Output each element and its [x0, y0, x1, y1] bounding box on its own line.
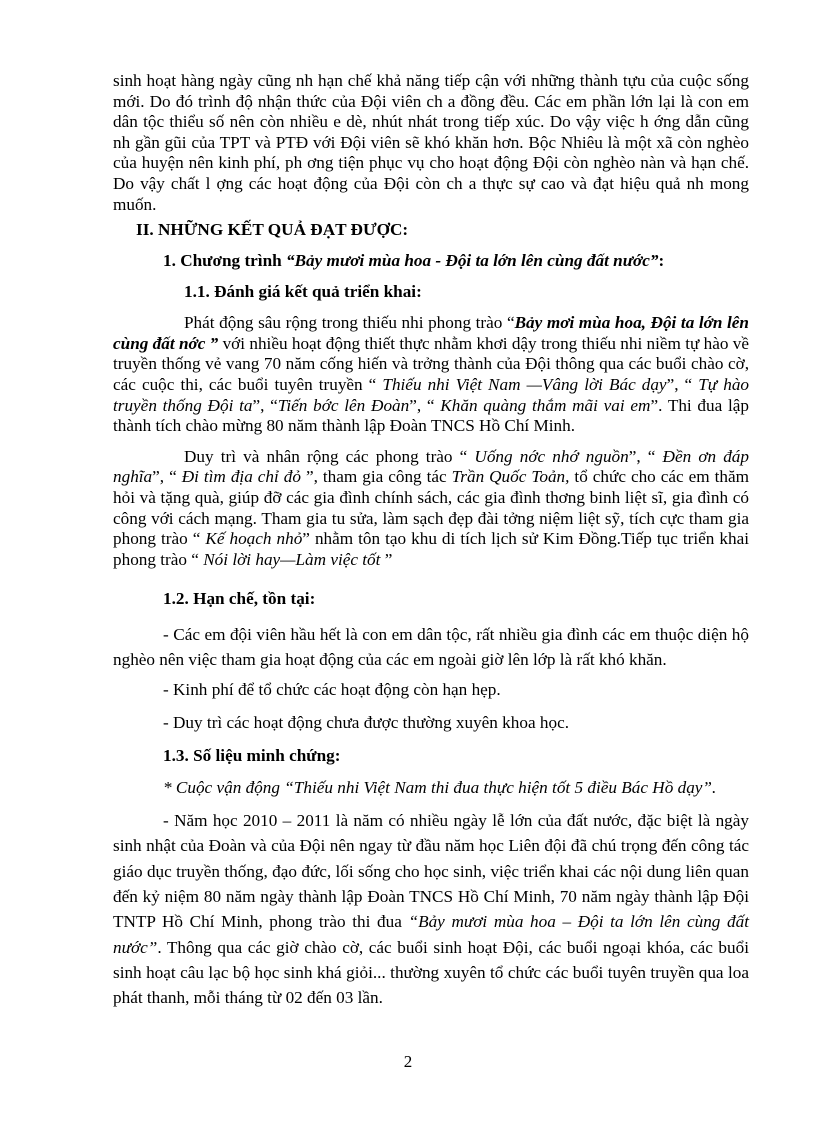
p1-text-c: với nhiều hoạt động thiết thực nhằm khơi dậy trong thiếu nhi niềm tự hào về truyền thống vẻ vang 70 năm cống hiến và trởng thành của Đội thông qua các buổi chào cờ, các cuộc thi, các buổi tuyên truyền “ [113, 333, 749, 394]
p3-text-c: . Thông qua các giờ chào cờ, các buổi sinh hoạt Đội, các buổi ngoại khóa, các buổi sinh hoạt câu lạc bộ học sinh khá giỏi... thường xuyên tổ chức các buổi tuyên truyền qua loa phát thanh, mỗi tháng từ 02 đến 03 lần. [113, 937, 749, 1008]
p2-text-k: ” nhằm tôn tạo khu di tích lịch sử Kim Đồng.Tiếp tục triển khai phong trào “ [113, 529, 749, 569]
p1-theme-2: Tự hào truyền thống Đội ta [113, 374, 750, 415]
p2-movement-2: Đền ơn đáp nghĩa [113, 446, 749, 487]
p2-movement-3: Đi tìm địa chỉ đỏ [176, 467, 306, 487]
p1-text-i: ”, “ [409, 395, 435, 415]
p1-text-k: ”. Thi đua lập thành tích chào mừng 80 năm thành lập Đoàn TNCS Hồ Chí Minh. [113, 395, 749, 436]
p1-movement-name: Bảy mơi mùa hoa, Đội ta lớn lên cùng đất nớc ” [113, 313, 749, 353]
document-page [113, 71, 749, 1010]
section-1-2-heading: 1.2. Hạn chế, tồn tại: [163, 589, 316, 609]
p3-movement-name: “Bảy mươi mùa hoa – Đội ta lớn lên cùng đất nước” [113, 912, 749, 957]
section-1-title: “Bảy mươi mùa hoa - Đội ta lớn lên cùng đất nước” [285, 251, 659, 271]
p2-text-m: ” [380, 549, 393, 569]
section-1-heading [113, 250, 749, 272]
limit-item-3: - Duy trì các hoạt động chưa được thường xuyên khoa học. [163, 712, 569, 732]
p1-text-e: ”, “ [666, 374, 693, 394]
p1-text-a: Phát động sâu rộng trong thiếu nhi phong trào “ [184, 313, 515, 333]
p3-text-a: - Năm học 2010 – 2011 là năm có nhiều ngày lễ lớn của đất nước, đặc biệt là ngày sinh nhật của Đoàn và của Đội nên ngay từ đầu năm học Liên đội đã chú trọng đến công tác giáo dục truyền thống, đạo đức, lối sống cho học sinh, việc triển khai các nội dung liên quan đến kỷ niệm 80 năm ngày thành lập Đoàn TNCS Hồ Chí Minh, 70 năm ngày thành lập Đội TNTP Hồ Chí Minh, phong trào thi đua [113, 811, 749, 932]
p2-movement-4: Trần Quốc Toản, [451, 467, 570, 487]
campaign-title: * Cuộc vận động “Thiếu nhi Việt Nam thi đua thực hiện tốt 5 điều Bác Hồ dạy”. [163, 778, 717, 798]
p1-text-g: ”, “ [252, 395, 278, 415]
section-1-1-heading: 1.1. Đánh giá kết quả triển khai: [184, 282, 422, 302]
section-1-colon: : [658, 251, 665, 271]
p2-movement-1: Uống nớc nhớ nguồn [467, 446, 629, 466]
paragraph-maintain [113, 447, 749, 571]
section-1-number: 1. Chương trình [163, 251, 286, 271]
section-1-3-heading: 1.3. Số liệu minh chứng: [163, 746, 341, 766]
p2-text-c: ”, “ [628, 446, 656, 466]
p1-theme-1: Thiếu nhi Việt Nam —Vâng lời Bác dạy [376, 374, 667, 394]
limit-item-2: - Kinh phí để tổ chức các hoạt động còn hạn hẹp. [163, 680, 501, 700]
page-number: 2 [403, 1052, 413, 1071]
paragraph-school-year [113, 808, 749, 1010]
section-2-heading: II. NHỮNG KẾT QUẢ ĐẠT ĐƯỢC: [136, 220, 409, 240]
p2-movement-5: Kế hoạch nhỏ [200, 529, 303, 549]
p2-text-e: ”, “ [152, 467, 177, 487]
p2-text-i: tổ chức cho các em thăm hỏi và tặng quà, giúp đỡ các gia đình chính sách, các gia đình thơng binh liệt sĩ, gia đình có công với cách mạng. Tham gia tu sửa, làm sạch đẹp đài tởng niệm liệt sỹ, tích cực tham gia phong trào “ [113, 467, 749, 549]
limit-item-1: - Các em đội viên hầu hết là con em dân tộc, rất nhiều gia đình các em thuộc diện hộ nghèo nên việc tham gia hoạt động của các em ngoài giờ lên lớp là rất khó khăn. [113, 625, 749, 670]
p2-text-a: Duy trì và nhân rộng các phong trào “ [184, 446, 468, 466]
intro-paragraph: sinh hoạt hàng ngày cũng nh hạn chế khả năng tiếp cận với những thành tựu của cuộc sống mới. Do đó trình độ nhận thức của Đội viên ch a đồng đều. Các em phần lớn lại là con em dân tộc thiểu số nên còn nhiều e dè, nhút nhát trong tiếp xúc. Do vậy việc h ớng dẫn cũng nh gần gũi của TPT và PTĐ với Đội viên sẽ khó khăn hơn. Bộc Nhiêu là một xã còn nghèo của huyện nên kinh phí, ph ơng tiện phục vụ cho hoạt động Đội còn nghèo nàn và hạn chế. Do vậy chất l ợng các hoạt động của Đội còn ch a thực sự cao và đạt hiệu quả nh mong muốn. [113, 71, 749, 214]
paragraph-launch [113, 313, 749, 437]
p1-theme-3: Tiến bớc lên Đoàn [277, 395, 410, 415]
p1-theme-4: Khăn quàng thắm mãi vai em [434, 395, 651, 415]
p2-movement-6: Nói lời hay—Làm việc tốt [198, 549, 381, 569]
p2-text-g: ”, tham gia công tác [305, 467, 452, 487]
